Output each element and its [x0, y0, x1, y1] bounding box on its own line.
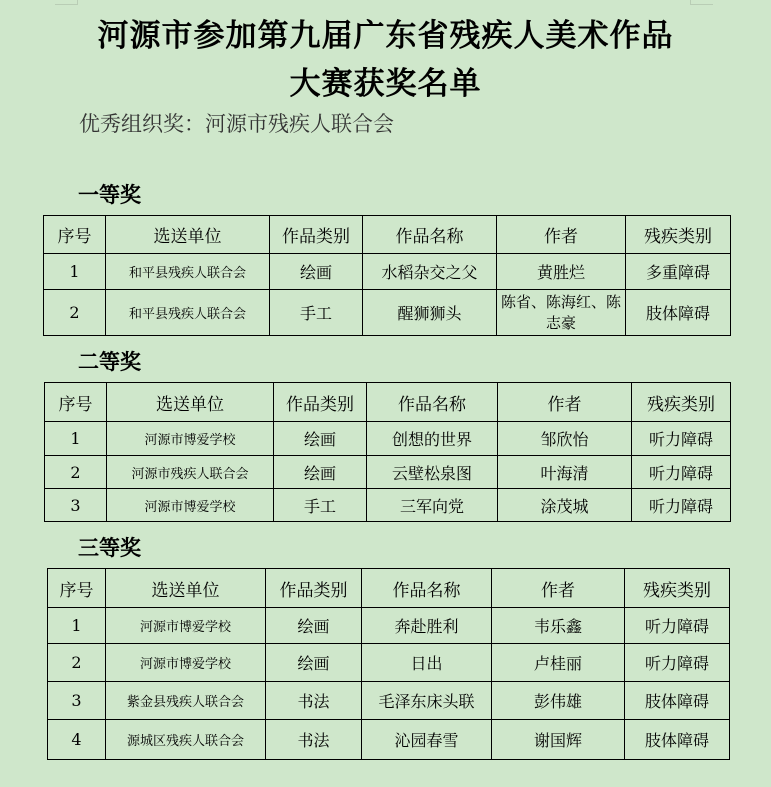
- cell-disability: 多重障碍: [626, 254, 731, 290]
- cell-index: 1: [48, 608, 106, 644]
- header-unit: 选送单位: [107, 383, 274, 422]
- header-work-title: 作品名称: [367, 383, 498, 422]
- header-category: 作品类别: [270, 216, 363, 254]
- table-row: [48, 720, 730, 760]
- second-prize-table: [44, 382, 731, 522]
- cell-work-title: 日出: [362, 644, 492, 682]
- header-category: 作品类别: [266, 569, 362, 608]
- cell-disability: 听力障碍: [625, 644, 730, 682]
- cell-disability: 听力障碍: [632, 489, 731, 522]
- document-title-line-2: 大赛获奖名单: [289, 66, 482, 102]
- header-index: 序号: [44, 216, 106, 254]
- page-corner-mark-left: [55, 0, 78, 5]
- cell-disability: 肢体障碍: [625, 682, 730, 720]
- cell-index: 2: [44, 290, 106, 336]
- cell-category: 手工: [274, 489, 367, 522]
- header-index: 序号: [45, 383, 107, 422]
- cell-author: 卢桂丽: [492, 644, 625, 682]
- cell-index: 3: [45, 489, 107, 522]
- organizer-award: 优秀组织奖：河源市残疾人联合会: [79, 112, 394, 136]
- cell-category: 绘画: [266, 644, 362, 682]
- cell-author: 谢国辉: [492, 720, 625, 760]
- cell-disability: 肢体障碍: [625, 720, 730, 760]
- cell-category: 书法: [266, 682, 362, 720]
- cell-unit: 和平县残疾人联合会: [106, 290, 270, 336]
- header-author: 作者: [498, 383, 632, 422]
- document-title-line-1: 河源市参加第九届广东省残疾人美术作品: [97, 18, 674, 54]
- cell-work-title: 创想的世界: [367, 422, 498, 456]
- third-prize-table: [47, 568, 730, 760]
- cell-category: 书法: [266, 720, 362, 760]
- table-row: [45, 422, 731, 456]
- cell-work-title: 三军向党: [367, 489, 498, 522]
- header-unit: 选送单位: [106, 569, 266, 608]
- section-heading-first-prize: 一等奖: [78, 183, 141, 207]
- cell-work-title: 沁园春雪: [362, 720, 492, 760]
- table-row: [44, 254, 731, 290]
- cell-author: 叶海清: [498, 456, 632, 489]
- header-disability: 残疾类别: [632, 383, 731, 422]
- cell-category: 绘画: [274, 422, 367, 456]
- cell-unit: 河源市博爱学校: [106, 644, 266, 682]
- header-work-title: 作品名称: [362, 569, 492, 608]
- header-index: 序号: [48, 569, 106, 608]
- table-row: [44, 290, 731, 336]
- header-unit: 选送单位: [106, 216, 270, 254]
- table-row: [48, 608, 730, 644]
- cell-unit: 河源市博爱学校: [107, 422, 274, 456]
- cell-index: 3: [48, 682, 106, 720]
- cell-work-title: 毛泽东床头联: [362, 682, 492, 720]
- cell-unit: 和平县残疾人联合会: [106, 254, 270, 290]
- cell-work-title: 奔赴胜利: [362, 608, 492, 644]
- cell-disability: 听力障碍: [625, 608, 730, 644]
- cell-category: 绘画: [270, 254, 363, 290]
- cell-index: 2: [48, 644, 106, 682]
- cell-unit: 河源市残疾人联合会: [107, 456, 274, 489]
- cell-category: 绘画: [266, 608, 362, 644]
- table-header-row: [48, 569, 730, 608]
- cell-author: 陈省、陈海红、陈志豪: [497, 290, 626, 336]
- cell-author: 邹欣怡: [498, 422, 632, 456]
- table-row: [45, 489, 731, 522]
- cell-unit: 河源市博爱学校: [107, 489, 274, 522]
- cell-index: 4: [48, 720, 106, 760]
- cell-disability: 听力障碍: [632, 456, 731, 489]
- section-heading-second-prize: 二等奖: [78, 350, 141, 374]
- cell-disability: 听力障碍: [632, 422, 731, 456]
- cell-work-title: 水稻杂交之父: [363, 254, 497, 290]
- cell-author: 涂茂城: [498, 489, 632, 522]
- cell-index: 1: [44, 254, 106, 290]
- first-prize-table: [43, 215, 731, 336]
- cell-author: 彭伟雄: [492, 682, 625, 720]
- table-row: [48, 682, 730, 720]
- table-header-row: [44, 216, 731, 254]
- cell-unit: 源城区残疾人联合会: [106, 720, 266, 760]
- cell-index: 2: [45, 456, 107, 489]
- cell-author: 韦乐鑫: [492, 608, 625, 644]
- header-disability: 残疾类别: [626, 216, 731, 254]
- cell-author: 黄胜烂: [497, 254, 626, 290]
- table-row: [45, 456, 731, 489]
- header-work-title: 作品名称: [363, 216, 497, 254]
- cell-work-title: 云壁松泉图: [367, 456, 498, 489]
- cell-category: 手工: [270, 290, 363, 336]
- cell-index: 1: [45, 422, 107, 456]
- header-disability: 残疾类别: [625, 569, 730, 608]
- table-header-row: [45, 383, 731, 422]
- header-category: 作品类别: [274, 383, 367, 422]
- header-author: 作者: [497, 216, 626, 254]
- cell-unit: 紫金县残疾人联合会: [106, 682, 266, 720]
- cell-disability: 肢体障碍: [626, 290, 731, 336]
- cell-work-title: 醒狮狮头: [363, 290, 497, 336]
- table-row: [48, 644, 730, 682]
- section-heading-third-prize: 三等奖: [78, 536, 141, 560]
- cell-category: 绘画: [274, 456, 367, 489]
- page-corner-mark-right: [690, 0, 713, 5]
- header-author: 作者: [492, 569, 625, 608]
- cell-unit: 河源市博爱学校: [106, 608, 266, 644]
